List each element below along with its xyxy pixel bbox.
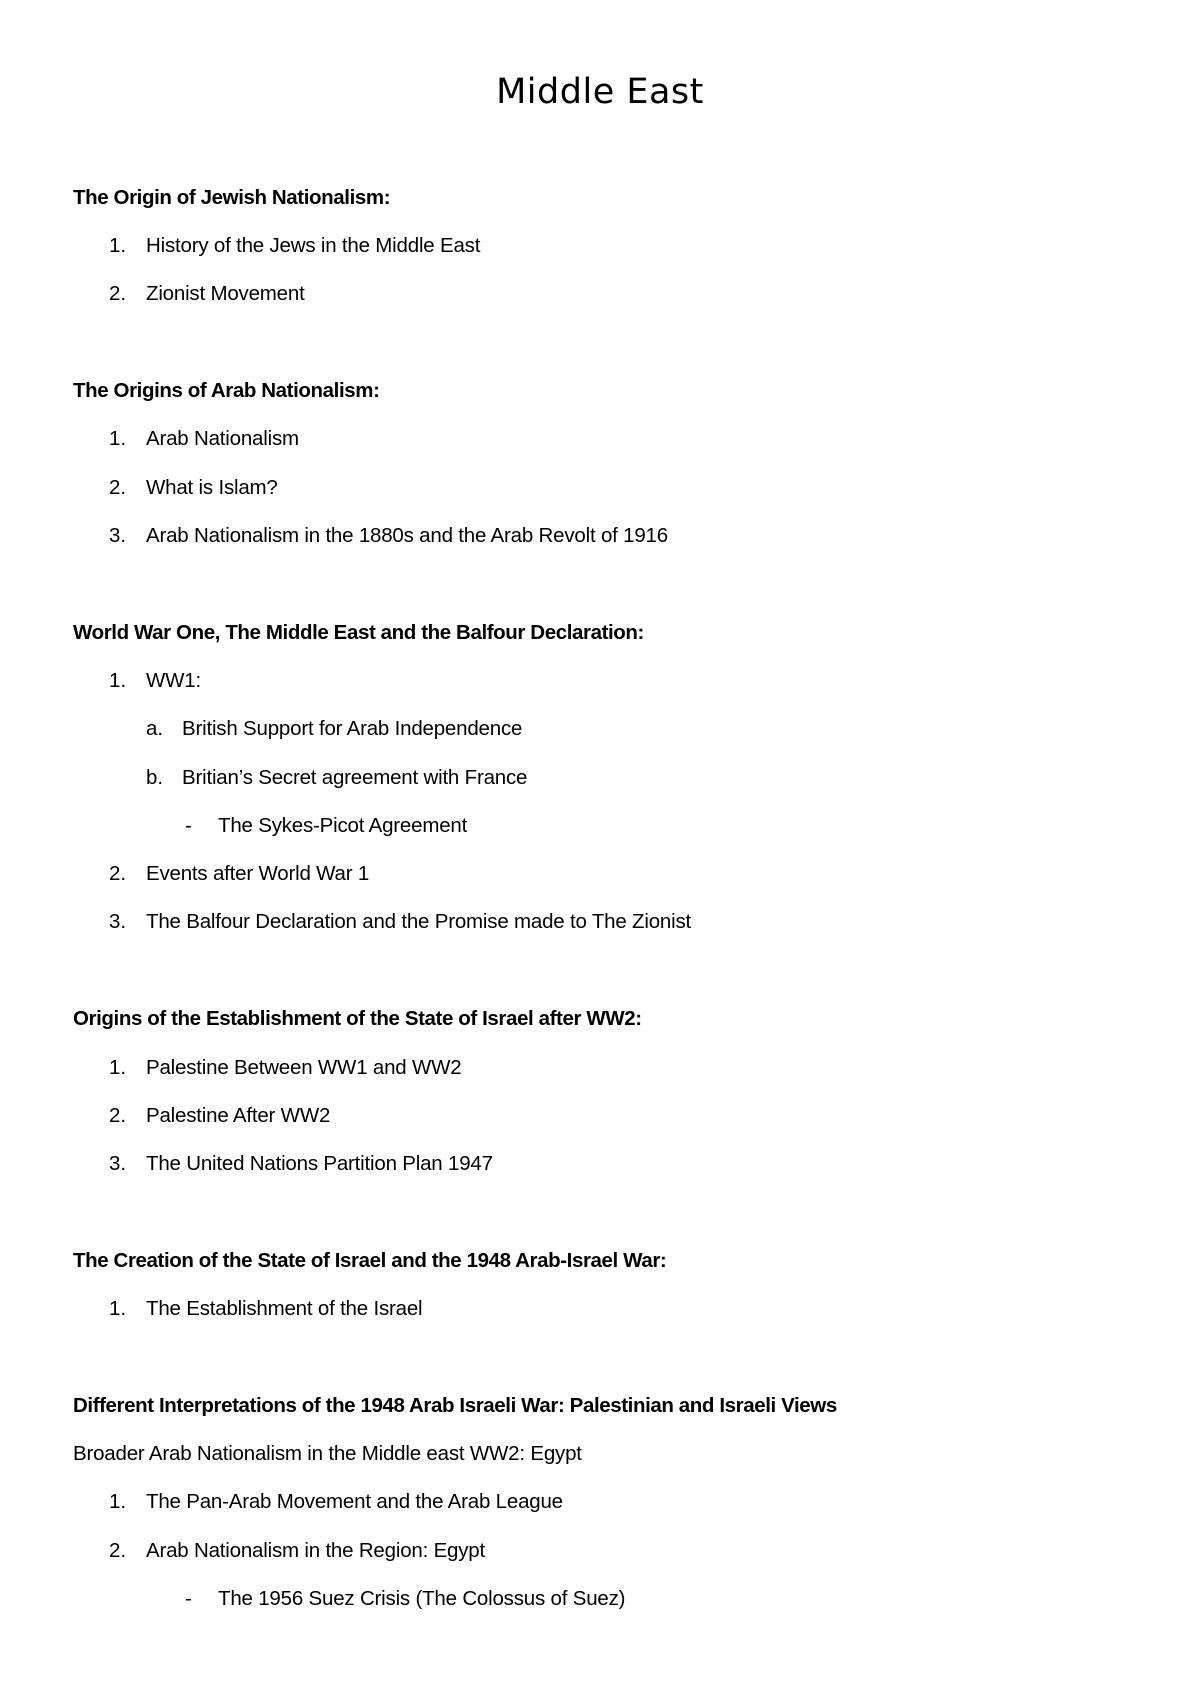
list-item-text: Palestine After WW2 bbox=[146, 1104, 331, 1127]
list-item-text: Events after World War 1 bbox=[146, 862, 370, 885]
list-marker: 1. bbox=[109, 1297, 127, 1320]
list-marker: 2. bbox=[109, 476, 127, 499]
list-item-text: WW1: bbox=[146, 669, 201, 692]
list-item-text: The Establishment of the Israel bbox=[146, 1297, 423, 1320]
list-marker: 2. bbox=[109, 862, 127, 885]
list-marker: - bbox=[185, 814, 192, 837]
list-marker: 3. bbox=[109, 524, 127, 547]
section-heading: Origins of the Establishment of the State of Israel after WW2: bbox=[73, 1007, 642, 1030]
section-heading: Different Interpretations of the 1948 Arab Israeli War: Palestinian and Israeli Views bbox=[73, 1394, 837, 1417]
list-marker: a. bbox=[146, 717, 164, 740]
list-item-text: Arab Nationalism in the 1880s and the Arab Revolt of 1916 bbox=[146, 524, 668, 547]
list-item-text: Arab Nationalism bbox=[146, 427, 299, 450]
section-heading: The Origin of Jewish Nationalism: bbox=[73, 186, 391, 209]
list-marker: 1. bbox=[109, 1490, 127, 1513]
list-marker: b. bbox=[146, 766, 164, 789]
list-marker: 1. bbox=[109, 1056, 127, 1079]
list-marker: 1. bbox=[109, 427, 127, 450]
list-item-text: What is Islam? bbox=[146, 476, 278, 499]
list-item-text: The United Nations Partition Plan 1947 bbox=[146, 1152, 493, 1175]
list-item-text: Palestine Between WW1 and WW2 bbox=[146, 1056, 462, 1079]
list-marker: - bbox=[185, 1587, 192, 1610]
section-heading: World War One, The Middle East and the Balfour Declaration: bbox=[73, 621, 644, 644]
list-item-text: Zionist Movement bbox=[146, 282, 305, 305]
document-title: Middle East bbox=[496, 72, 704, 112]
section-subheading: Broader Arab Nationalism in the Middle east WW2: Egypt bbox=[73, 1442, 582, 1465]
list-marker: 3. bbox=[109, 910, 127, 933]
list-marker: 3. bbox=[109, 1152, 127, 1175]
list-item-text: The 1956 Suez Crisis (The Colossus of Suez) bbox=[218, 1587, 626, 1610]
list-item-text: Arab Nationalism in the Region: Egypt bbox=[146, 1539, 486, 1562]
list-item-text: History of the Jews in the Middle East bbox=[146, 234, 481, 257]
section-heading: The Origins of Arab Nationalism: bbox=[73, 379, 380, 402]
list-item-text: The Sykes-Picot Agreement bbox=[218, 814, 468, 837]
list-item-text: British Support for Arab Independence bbox=[182, 717, 523, 740]
list-item-text: Britian’s Secret agreement with France bbox=[182, 766, 528, 789]
section-heading: The Creation of the State of Israel and the 1948 Arab-Israel War: bbox=[73, 1249, 667, 1272]
list-marker: 1. bbox=[109, 234, 127, 257]
list-marker: 2. bbox=[109, 282, 127, 305]
list-item-text: The Balfour Declaration and the Promise made to The Zionist bbox=[146, 910, 692, 933]
list-marker: 2. bbox=[109, 1104, 127, 1127]
list-item-text: The Pan-Arab Movement and the Arab League bbox=[146, 1490, 563, 1513]
list-marker: 2. bbox=[109, 1539, 127, 1562]
list-marker: 1. bbox=[109, 669, 127, 692]
